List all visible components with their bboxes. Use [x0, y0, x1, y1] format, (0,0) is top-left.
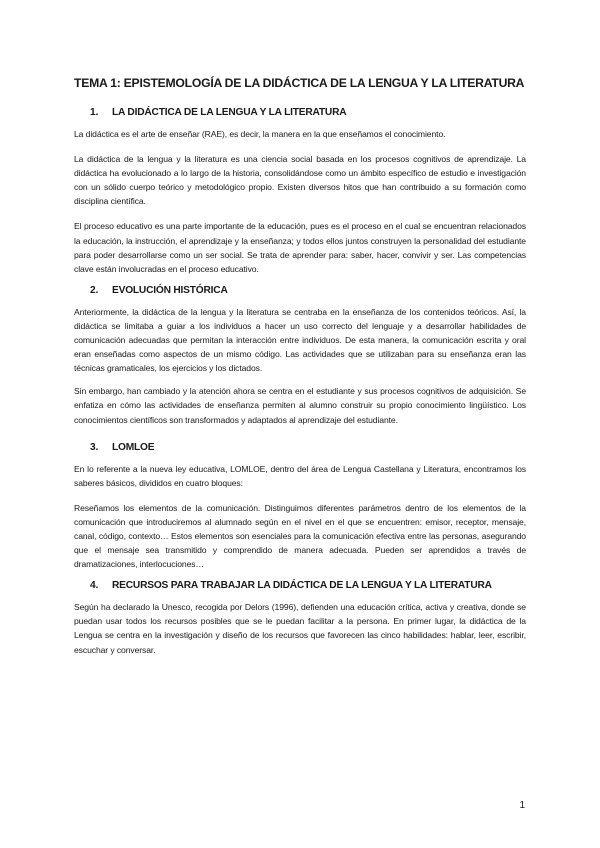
paragraph: La didáctica es el arte de enseñar (RAE), es decir, la manera en la que enseñamos el conocimiento. — [74, 129, 446, 139]
paragraph: Anteriormente, la didáctica de la lengua y la literatura se centraba en la enseñanza de los contenidos teóricos. Así, la didáctica se limitaba a guiar a los individuos a hacer un uso correcto del lenguaje y a desarrollar habilidades de comunicación adecuadas que permitan la interacción entre individuos. De esta manera, la comunicación escrita y oral eran enseñadas como aspectos de un mismo código. Las actividades que se utilizaban para su enseñanza eran las técnicas gramaticales, los ejercicios y los dictados. — [74, 306, 526, 374]
paragraph: La didáctica de la lengua y la literatura es una ciencia social basada en los procesos cognitivos de aprendizaje. La didáctica ha evolucionado a lo largo de la historia, consolidándose como un ámbito específico de estudio e investigación con un sólido cuerpo teórico y metodológico propio. Existen diversos hitos que han contribuido a su formación como disciplina científica. — [74, 154, 526, 207]
section-number: 3. — [90, 441, 99, 453]
paragraph: Sin embargo, han cambiado y la atención ahora se centra en el estudiante y sus procesos cognitivos de adquisición. Se enfatiza en cómo las actividades de enseñanza permiten al alumno construir su propio conocimiento lingüístico. Los conocimientos científicos son transformados y adaptados al aprendizaje del estudiante. — [74, 386, 526, 425]
section-4 — [74, 580, 526, 656]
document-page — [74, 76, 526, 666]
section-number: 1. — [90, 107, 99, 118]
section-number: 4. — [90, 580, 99, 592]
section-heading — [90, 107, 526, 118]
section-1 — [74, 107, 526, 276]
page-number: 1 — [519, 800, 525, 811]
section-heading-text: LA DIDÁCTICA DE LA LENGUA Y LA LITERATURA — [112, 107, 347, 118]
paragraph: Según ha declarado la Unesco, recogida por Delors (1996), defienden una educación crítica, activa y creativa, donde se puedan usar todos los recursos posibles que se le puedan facilitar a la persona. En primer lugar, la didáctica de la Lengua se centra en la investigación y diseño de los recursos que favorecen las cinco habilidades: hablar, leer, escribir, escuchar y conversar. — [74, 602, 526, 655]
section-heading-text: LOMLOE — [112, 441, 155, 453]
section-3 — [74, 442, 526, 572]
section-heading — [90, 442, 526, 453]
paragraph: El proceso educativo es una parte importante de la educación, pues es el proceso en el cual se encuentran relacionados la educación, la instrucción, el aprendizaje y la enseñanza; y todos ellos juntos construyen la personalidad del estudiante para poder desarrollarse como un ser social. Se trata de aprender para: saber, hacer, convivir y ser. Las competencias clave están involucradas en el proceso educativo. — [74, 221, 526, 274]
section-heading — [90, 580, 526, 591]
section-heading-text: RECURSOS PARA TRABAJAR LA DIDÁCTICA DE LA LENGUA Y LA LITERATURA — [112, 580, 492, 592]
section-number: 2. — [90, 284, 99, 296]
document-title: TEMA 1: EPISTEMOLOGÍA DE LA DIDÁCTICA DE LA LENGUA Y LA LITERATURA — [74, 76, 525, 90]
paragraph: Reseñamos los elementos de la comunicación. Distinguimos diferentes parámetros dentro de los elementos de la comunicación que introduciremos al alumnado según en el nivel en el que se encuentren: emisor, receptor, mensaje, canal, código, contexto… Estos elementos son esenciales para la comunicación efectiva entre las personas, asegurando que el mensaje sea transmitido y comprendido de manera adecuada. Pueden ser aprendidos a través de dramatizaciones, interlocuciones… — [74, 502, 526, 570]
section-heading — [90, 285, 526, 296]
section-2 — [74, 285, 526, 427]
paragraph: En lo referente a la nueva ley educativa, LOMLOE, dentro del área de Lengua Castellana y Literatura, encontramos los saberes básicos, divididos en cuatro bloques: — [74, 463, 526, 488]
section-heading-text: EVOLUCIÓN HISTÓRICA — [112, 284, 228, 296]
